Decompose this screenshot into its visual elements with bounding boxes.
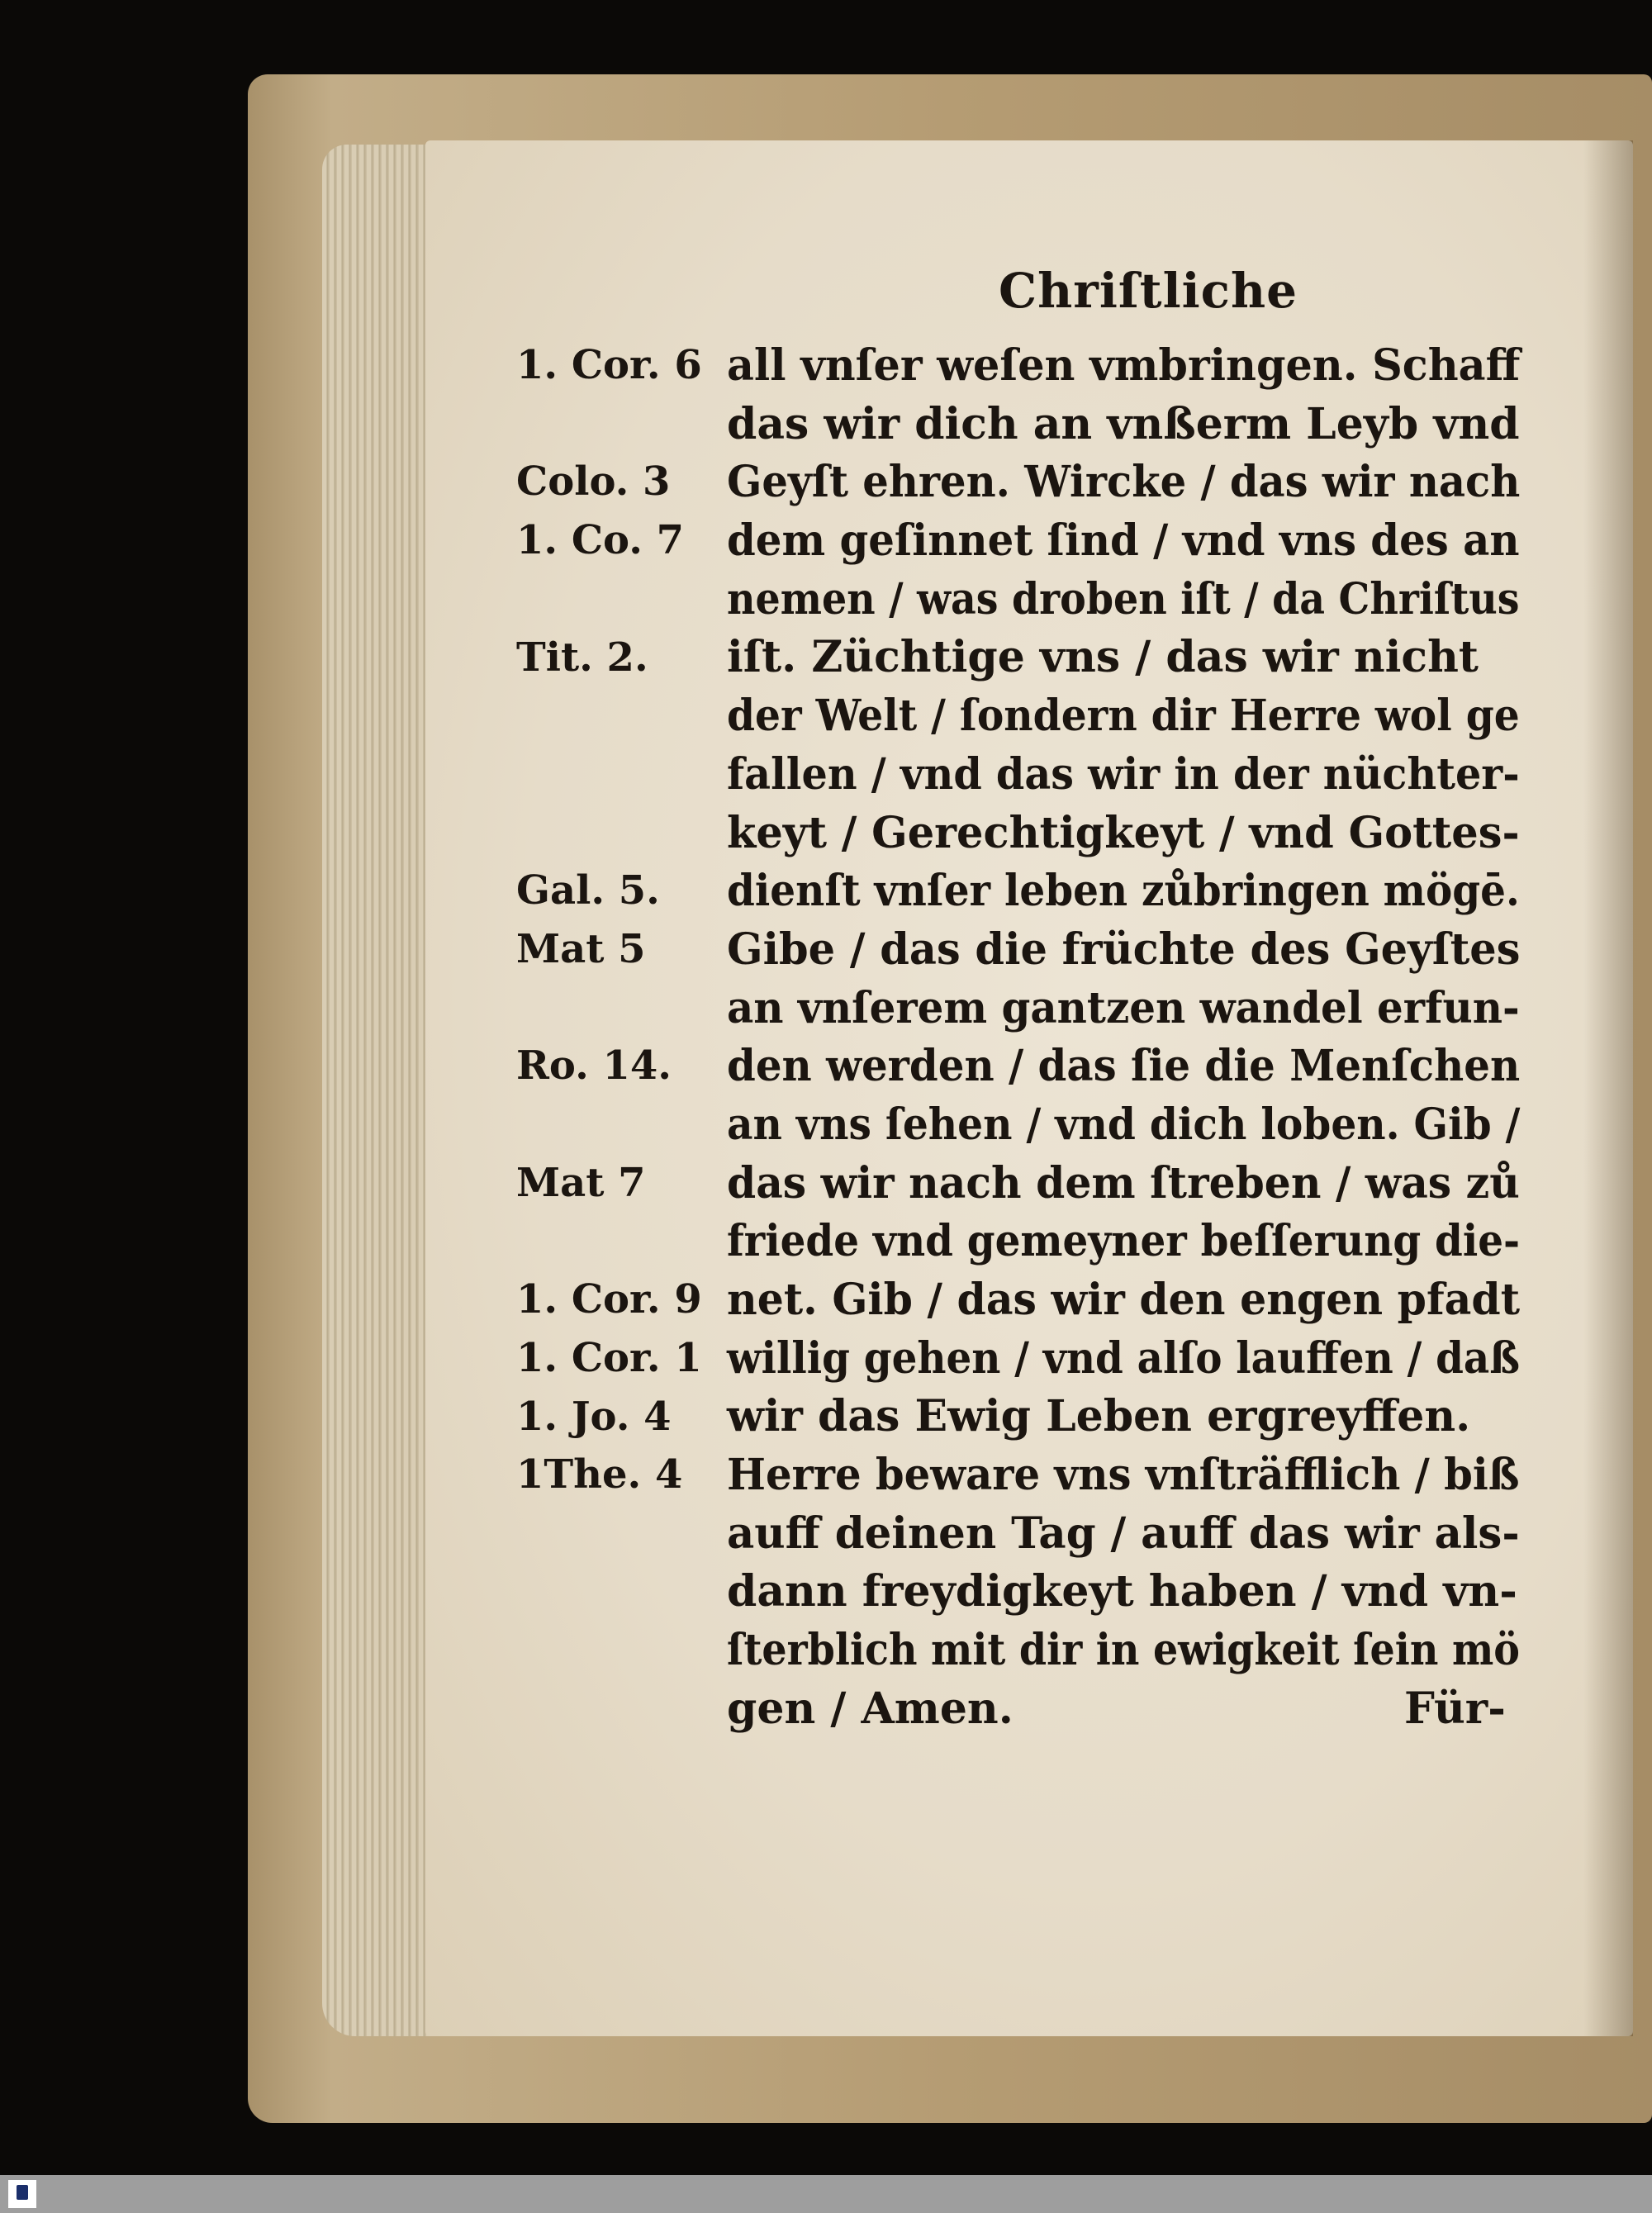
text-line-content: iſt. Züchtige vns / das wir nicht (727, 632, 1479, 683)
text-line (727, 746, 1520, 805)
marginal-note: Mat 7 (516, 1159, 646, 1206)
text-line (727, 1505, 1520, 1564)
marginal-note: Ro. 14. (516, 1042, 672, 1090)
marginal-note: 1. Jo. 4 (516, 1393, 672, 1440)
text-line-content: an vns ſehen / vnd dich loben. Gib / (727, 1099, 1521, 1150)
catchword: Für- (1404, 1683, 1506, 1734)
text-line-content: fallen / vnd das wir in der nüchter- (727, 748, 1520, 800)
text-line (727, 980, 1520, 1038)
library-logo-icon[interactable] (8, 2180, 36, 2208)
text-line-content: der Welt / ſondern dir Herre wol ge (727, 691, 1520, 742)
text-line (727, 1213, 1520, 1271)
marginal-note: Gal. 5. (516, 867, 660, 914)
text-line-content: wir das Ewig Leben ergreyffen. (727, 1391, 1471, 1442)
text-line-content: Herre beware vns vnſträfflich / biß (727, 1450, 1520, 1501)
text-line (727, 921, 1520, 980)
text-line (727, 805, 1520, 863)
page-edges (322, 145, 442, 2036)
text-line (727, 1155, 1520, 1213)
gutter-shadow (1583, 140, 1633, 2036)
text-line-content: net. Gib / das wir den engen pfadt (727, 1275, 1521, 1325)
running-head: Chriſtliche (998, 263, 1298, 319)
marginal-note: 1. Cor. 9 (516, 1276, 702, 1323)
text-line (727, 629, 1520, 687)
text-line-content: gen / Amen. (727, 1683, 1014, 1734)
text-line (727, 571, 1520, 629)
text-line-content: das wir nach dem ſtreben / was zů (727, 1157, 1520, 1209)
text-line-content: ſterblich mit dir in ewigkeit ſein mö (727, 1625, 1520, 1676)
text-line-content: all vnſer weſen vmbringen. Schaff (727, 340, 1521, 391)
text-line (727, 1096, 1520, 1155)
marginal-note: 1. Cor. 6 (516, 342, 702, 388)
text-line (727, 1271, 1520, 1330)
marginal-note: Tit. 2. (516, 634, 648, 681)
text-line (727, 1038, 1520, 1096)
text-line (727, 1330, 1520, 1389)
library-logo-mark (17, 2185, 28, 2200)
marginal-note: Mat 5 (516, 926, 646, 972)
text-line-content: Geyſt ehren. Wircke / das wir nach (727, 457, 1521, 508)
text-line (727, 337, 1520, 396)
text-line (727, 862, 1520, 921)
text-line (727, 1446, 1520, 1505)
text-line (727, 396, 1520, 454)
text-line-content: dienſt vnſer leben zůbringen mögē. (727, 866, 1520, 917)
text-line (727, 687, 1520, 746)
text-line-content: auff deinen Tag / auff das wir als- (727, 1508, 1520, 1559)
text-line-content: das wir dich an vnßerm Leyb vnd (727, 398, 1520, 449)
text-line (727, 1680, 1520, 1739)
text-line (727, 454, 1520, 512)
text-line-content: den werden / das ſie die Menſchen (727, 1041, 1521, 1092)
text-line (727, 512, 1520, 571)
text-line-content: willig gehen / vnd alſo lauffen / daß (727, 1332, 1521, 1384)
marginal-note: 1. Co. 7 (516, 517, 685, 564)
text-block (727, 337, 1520, 1739)
text-line-content: an vnſerem gantzen wandel erfun- (727, 982, 1520, 1033)
text-line-content: Gibe / das die früchte des Geyſtes (727, 924, 1521, 975)
viewer-footer-bar (0, 2175, 1652, 2213)
text-line-content: dem geſinnet ſind / vnd vns des an (727, 515, 1520, 567)
marginal-note: 1. Cor. 1 (516, 1334, 702, 1381)
text-line-content: keyt / Gerechtigkeyt / vnd Gottes- (727, 807, 1520, 858)
text-line-content: nemen / was droben iſt / da Chriſtus (727, 573, 1520, 624)
text-line (727, 1563, 1520, 1622)
marginal-note: Colo. 3 (516, 458, 671, 506)
marginal-note: 1The. 4 (516, 1451, 683, 1498)
text-line-content: friede vnd gemeyner beſſerung die- (727, 1216, 1521, 1267)
text-line (727, 1622, 1520, 1680)
text-line (727, 1388, 1520, 1446)
text-line-content: dann freydigkeyt haben / vnd vn- (727, 1566, 1517, 1617)
